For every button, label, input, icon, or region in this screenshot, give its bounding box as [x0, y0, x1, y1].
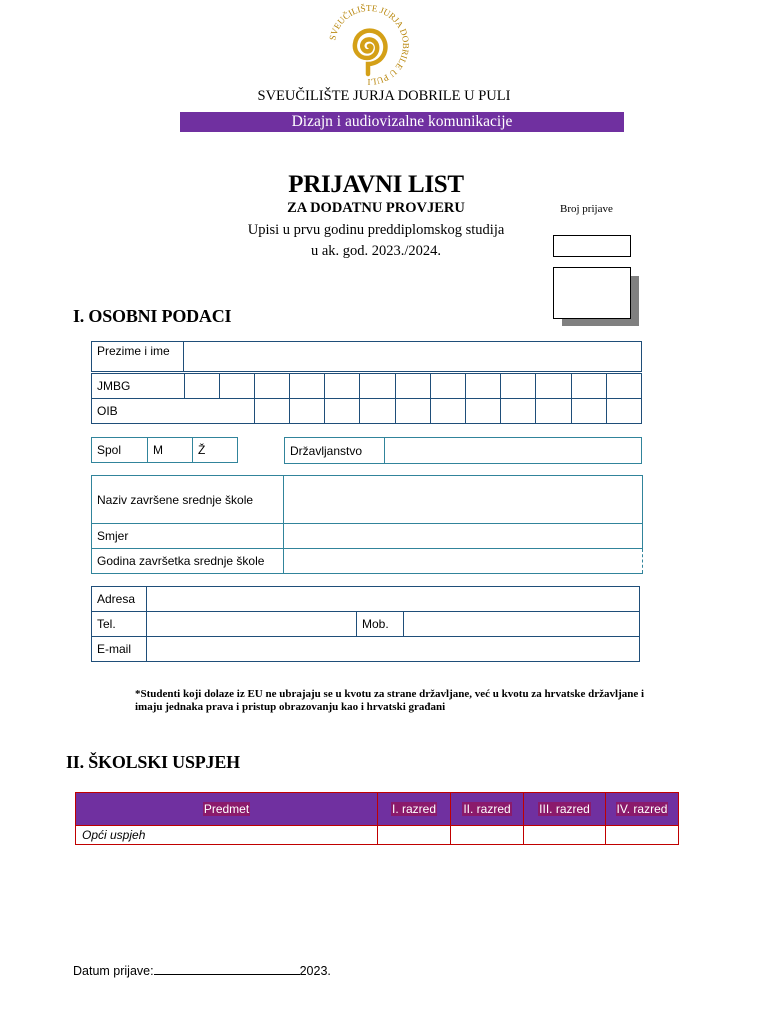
oib-digit[interactable] [395, 399, 430, 424]
jmbg-digit[interactable] [536, 374, 571, 399]
logo-spiral-icon [355, 31, 386, 74]
eu-students-note: *Studenti koji dolaze iz EU ne ubrajaju se u kvotu za strane državljane, već u kvotu za hrvatske državljane i imaju jednaka prava i pristup obrazovanju kao i hrvatski građani [135, 688, 645, 713]
label-email: E-mail [92, 637, 147, 662]
jmbg-digit[interactable] [254, 374, 289, 399]
oib-digit[interactable] [536, 399, 571, 424]
oib-digit[interactable] [430, 399, 465, 424]
gender-option-z[interactable]: Ž [193, 438, 238, 463]
jmbg-digit[interactable] [466, 374, 501, 399]
form-description-line2: u ak. god. 2023./2024. [310, 243, 442, 259]
oib-digit[interactable] [360, 399, 395, 424]
label-smjer: Smjer [92, 524, 284, 549]
grades-header-row [76, 793, 679, 826]
gender-table [91, 437, 238, 463]
jmbg-digit[interactable] [571, 374, 606, 399]
application-date [73, 963, 331, 978]
jmbg-digit[interactable] [184, 374, 219, 399]
tel-field[interactable] [147, 612, 357, 637]
label-adresa: Adresa [92, 587, 147, 612]
label-tel: Tel. [92, 612, 147, 637]
form-description-line1: Upisi u prvu godinu preddiplomskog studija [247, 222, 505, 238]
grade-cell[interactable] [451, 826, 524, 845]
label-spol: Spol [92, 438, 148, 463]
form-title: PRIJAVNI LIST [288, 171, 464, 198]
jmbg-row [92, 374, 642, 399]
jmbg-digit[interactable] [219, 374, 254, 399]
department-banner: Dizajn i audiovizalne komunikacije [180, 112, 624, 132]
oib-digit[interactable] [606, 399, 641, 424]
jmbg-digit[interactable] [290, 374, 325, 399]
oib-digit[interactable] [290, 399, 325, 424]
university-logo [326, 2, 412, 88]
grade-cell[interactable] [606, 826, 679, 845]
jmbg-digit[interactable] [395, 374, 430, 399]
adresa-field[interactable] [147, 587, 640, 612]
grade-cell[interactable] [524, 826, 606, 845]
school-table [91, 475, 643, 574]
section-school-success-title: II. ŠKOLSKI USPJEH [66, 752, 240, 772]
label-datum-prijave: Datum prijave: [73, 964, 154, 978]
form-subtitle: ZA DODATNU PROVJERU [287, 200, 465, 216]
logo-ring-text: SVEUČILIŠTE JURJA DOBRILE U PULI [327, 2, 412, 88]
application-number-label: Broj prijave [560, 203, 613, 215]
grade-cell[interactable] [378, 826, 451, 845]
gender-option-m[interactable]: M [148, 438, 193, 463]
column-header: III. razred [524, 793, 606, 826]
stamp-box[interactable] [553, 267, 631, 319]
table-row [76, 826, 679, 845]
jmbg-digit[interactable] [325, 374, 360, 399]
contact-table [91, 586, 640, 662]
grades-table [75, 792, 679, 845]
godina-zavrsetka-field[interactable] [284, 549, 643, 574]
label-jmbg: JMBG [92, 374, 185, 399]
label-mob: Mob. [357, 612, 404, 637]
oib-digit[interactable] [501, 399, 536, 424]
label-oib: OIB [92, 399, 255, 424]
jmbg-digit[interactable] [501, 374, 536, 399]
section-personal-data-title: I. OSOBNI PODACI [73, 306, 232, 326]
jmbg-digit[interactable] [606, 374, 641, 399]
column-header: IV. razred [606, 793, 679, 826]
id-numbers-table [91, 373, 642, 424]
citizenship-table [284, 437, 642, 464]
oib-digit[interactable] [325, 399, 360, 424]
date-year: 2023. [299, 964, 331, 978]
oib-row [92, 399, 642, 424]
jmbg-digit[interactable] [430, 374, 465, 399]
prezime-ime-field[interactable] [184, 342, 642, 372]
row-label-opci-uspjeh: Opći uspjeh [76, 826, 378, 845]
name-table [91, 341, 642, 372]
oib-digit[interactable] [571, 399, 606, 424]
naziv-skole-field[interactable] [284, 476, 643, 524]
oib-digit[interactable] [254, 399, 289, 424]
mob-field[interactable] [404, 612, 640, 637]
email-field[interactable] [147, 637, 640, 662]
label-godina-zavrsetka: Godina završetka srednje škole [92, 549, 284, 574]
oib-digit[interactable] [466, 399, 501, 424]
jmbg-digit[interactable] [360, 374, 395, 399]
application-number-field[interactable] [553, 235, 631, 257]
university-name: SVEUČILIŠTE JURJA DOBRILE U PULI [257, 88, 511, 104]
smjer-field[interactable] [284, 524, 643, 549]
label-naziv-skole: Naziv završene srednje škole [92, 476, 284, 524]
label-drzavljanstvo: Državljanstvo [285, 438, 385, 464]
column-header: II. razred [451, 793, 524, 826]
date-field[interactable] [154, 963, 300, 975]
label-prezime-ime: Prezime i ime [92, 342, 184, 372]
column-header: I. razred [378, 793, 451, 826]
column-header: Predmet [76, 793, 378, 826]
drzavljanstvo-field[interactable] [385, 438, 642, 464]
